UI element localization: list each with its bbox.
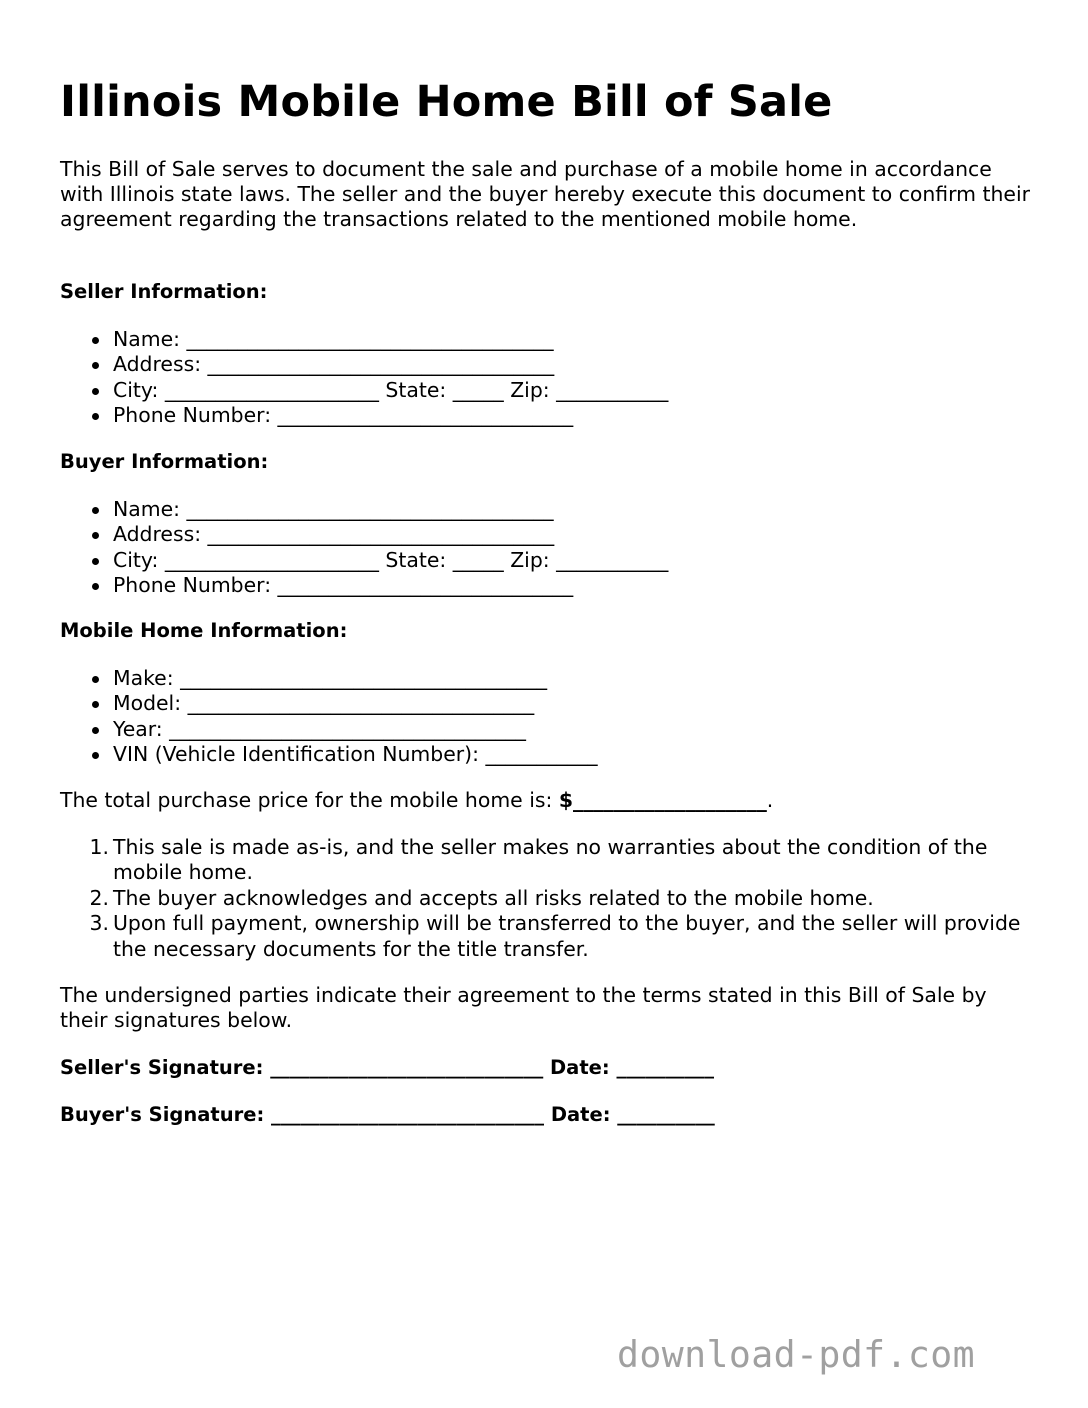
seller-signature-line: Seller's Signature: ____________________________ Date: __________ [60,1056,714,1079]
term-number: 3. [89,911,109,936]
term-item [89,885,1032,911]
seller-city-state-zip-field: City: _____________________ State: _____ Zip: ___________ [92,378,668,403]
buyer-city-state-zip-field: City: _____________________ State: _____ Zip: ___________ [92,548,668,573]
make-field: Make: ____________________________________ [92,666,598,691]
closing-paragraph: The undersigned parties indicate their agreement to the terms stated in this Bill of Sale by their signatures below. [60,983,987,1032]
buyer-section-heading: Buyer Information: [60,450,269,473]
term-item [89,835,1032,886]
term-number: 2. [89,885,109,910]
seller-phone-field: Phone Number: _____________________________ [92,403,668,428]
buyer-name-field: Name: ____________________________________ [92,497,668,522]
watermark-text: download-pdf.com [617,1333,975,1376]
purchase-price-suffix: . [766,788,774,812]
seller-section-heading: Seller Information: [60,280,268,303]
model-field: Model: __________________________________ [92,691,598,716]
buyer-signature-line: Buyer's Signature: ____________________________ Date: __________ [60,1103,715,1126]
seller-address-field: Address: __________________________________ [92,352,668,377]
term-text: This sale is made as-is, and the seller makes no warranties about the condition of the mobile home. [113,835,988,885]
document-title: Illinois Mobile Home Bill of Sale [60,77,833,127]
term-text: Upon full payment, ownership will be transferred to the buyer, and the seller will provide the necessary documents for the title transfer. [113,911,1021,961]
term-number: 1. [89,835,109,859]
year-field: Year: ___________________________________ [92,717,598,742]
purchase-price-amount: $___________________ [558,788,767,812]
seller-fields-list [92,327,668,429]
buyer-phone-field: Phone Number: _____________________________ [92,573,668,598]
terms-list [89,835,1032,962]
buyer-fields-list [92,497,668,599]
purchase-price-line [60,788,773,813]
term-item [89,911,1032,962]
seller-name-field: Name: ____________________________________ [92,327,668,352]
vin-field: VIN (Vehicle Identification Number): ___________ [92,742,598,767]
mobile-home-section-heading: Mobile Home Information: [60,619,348,642]
purchase-price-prefix: The total purchase price for the mobile home is: [60,788,559,812]
buyer-address-field: Address: __________________________________ [92,522,668,547]
term-text: The buyer acknowledges and accepts all risks related to the mobile home. [113,885,874,910]
mobile-home-fields-list [92,666,598,768]
intro-paragraph: This Bill of Sale serves to document the sale and purchase of a mobile home in accordance with Illinois state laws. The seller and the buyer hereby execute this document to confirm their agreement regarding the transactions related to the mentioned mobile home. [60,157,1031,231]
